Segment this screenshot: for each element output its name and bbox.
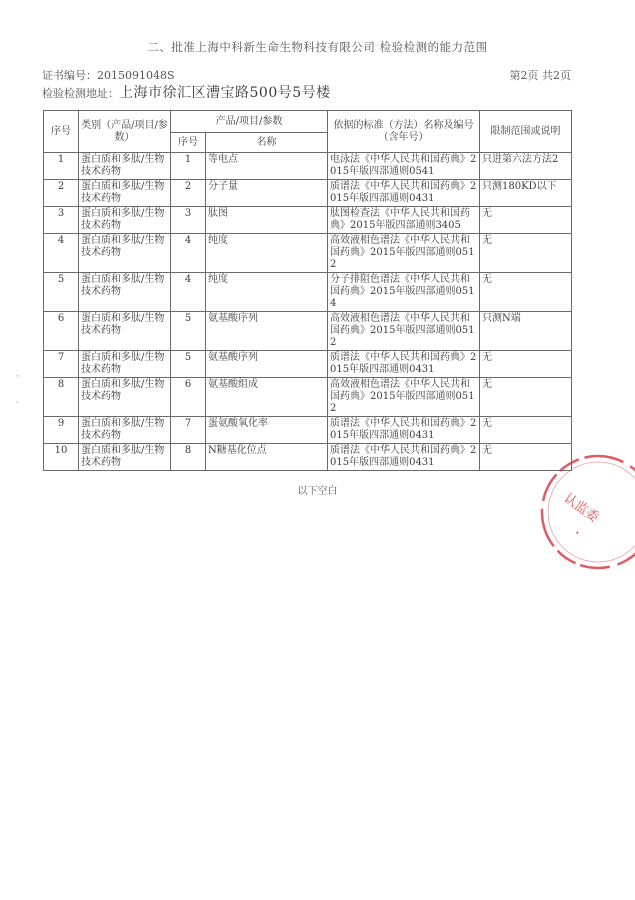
cell-standard: 高效液相色谱法《中华人民共和国药典》2015年版四部通则0512 <box>328 378 480 417</box>
cell-limit: 无 <box>480 351 572 378</box>
end-note: 以下空白 <box>297 486 338 497</box>
cell-category: 蛋白质和多肽/生物技术药物 <box>79 312 171 351</box>
cell-category: 蛋白质和多肽/生物技术药物 <box>79 234 171 273</box>
cell-limit: 只测N端 <box>480 312 572 351</box>
cell-standard: 肽图检查法《中华人民共和国药典》2015年版四部通则3405 <box>328 207 480 234</box>
document-title: 二、批准上海中科新生命生物科技有限公司 检验检测的能力范围 <box>147 40 488 54</box>
cell-limit: 无 <box>480 417 572 444</box>
cell-standard: 质谱法《中华人民共和国药典》2015年版四部通则0431 <box>328 444 480 471</box>
cell-category: 蛋白质和多肽/生物技术药物 <box>79 207 171 234</box>
cell-category: 蛋白质和多肽/生物技术药物 <box>79 273 171 312</box>
cell-index: 9 <box>44 417 79 444</box>
cell-name: 氨基酸序列 <box>206 312 328 351</box>
cell-limit: 无 <box>480 207 572 234</box>
cell-category: 蛋白质和多肽/生物技术药物 <box>79 378 171 417</box>
cell-category: 蛋白质和多肽/生物技术药物 <box>79 351 171 378</box>
cell-category: 蛋白质和多肽/生物技术药物 <box>79 444 171 471</box>
table-row <box>44 153 572 180</box>
cell-name: N糖基化位点 <box>206 444 328 471</box>
cell-sub-index: 3 <box>171 207 206 234</box>
inspection-address <box>42 82 331 102</box>
cell-standard: 高效液相色谱法《中华人民共和国药典》2015年版四部通则0512 <box>328 234 480 273</box>
header-sub-index: 序号 <box>171 133 206 153</box>
cell-category: 蛋白质和多肽/生物技术药物 <box>79 180 171 207</box>
certificate-number <box>42 67 175 83</box>
header-index: 序号 <box>44 111 79 153</box>
cell-sub-index: 5 <box>171 312 206 351</box>
cell-name: 蛋氨酸氧化率 <box>206 417 328 444</box>
cell-name: 氨基酸组成 <box>206 378 328 417</box>
capability-scope-table <box>43 110 572 471</box>
cell-standard: 质谱法《中华人民共和国药典》2015年版四部通则0431 <box>328 351 480 378</box>
table-row <box>44 180 572 207</box>
table-row <box>44 417 572 444</box>
address-label: 检验检测地址： <box>42 87 119 100</box>
cell-name: 分子量 <box>206 180 328 207</box>
table-row <box>44 312 572 351</box>
cell-index: 6 <box>44 312 79 351</box>
table-row <box>44 234 572 273</box>
stamp-mark: ・ <box>568 525 586 542</box>
cell-limit: 只测180KD以下 <box>480 180 572 207</box>
table-row <box>44 351 572 378</box>
cell-standard: 质谱法《中华人民共和国药典》2015年版四部通则0431 <box>328 417 480 444</box>
official-seal-stamp <box>533 450 635 580</box>
cell-name: 纯度 <box>206 273 328 312</box>
cell-sub-index: 1 <box>171 153 206 180</box>
cell-category: 蛋白质和多肽/生物技术药物 <box>79 417 171 444</box>
header-name: 名称 <box>206 133 328 153</box>
header-standard: 依据的标准（方法）名称及编号（含年号） <box>328 111 480 153</box>
cell-index: 5 <box>44 273 79 312</box>
cell-limit: 无 <box>480 378 572 417</box>
certificate-label: 证书编号： <box>42 69 97 82</box>
margin-mark: · <box>16 398 19 408</box>
cell-sub-index: 7 <box>171 417 206 444</box>
cell-sub-index: 6 <box>171 378 206 417</box>
cell-limit: 无 <box>480 444 572 471</box>
cell-sub-index: 8 <box>171 444 206 471</box>
cell-index: 3 <box>44 207 79 234</box>
table-row <box>44 444 572 471</box>
cell-name: 氨基酸序列 <box>206 351 328 378</box>
cell-limit: 无 <box>480 273 572 312</box>
table-row <box>44 207 572 234</box>
cell-standard: 分子排阻色谱法《中华人民共和国药典》2015年版四部通则0514 <box>328 273 480 312</box>
cell-standard: 电泳法《中华人民共和国药典》2015年版四部通则0541 <box>328 153 480 180</box>
table-row <box>44 273 572 312</box>
cell-standard: 高效液相色谱法《中华人民共和国药典》2015年版四部通则0512 <box>328 312 480 351</box>
cell-standard: 质谱法《中华人民共和国药典》2015年版四部通则0431 <box>328 180 480 207</box>
stamp-text: 认监委 <box>560 490 602 526</box>
cell-name: 肽图 <box>206 207 328 234</box>
cell-sub-index: 4 <box>171 273 206 312</box>
cell-sub-index: 4 <box>171 234 206 273</box>
cell-index: 10 <box>44 444 79 471</box>
cell-sub-index: 5 <box>171 351 206 378</box>
header-product-group: 产品/项目/参数 <box>171 111 328 133</box>
cell-index: 2 <box>44 180 79 207</box>
cell-sub-index: 2 <box>171 180 206 207</box>
cell-category: 蛋白质和多肽/生物技术药物 <box>79 153 171 180</box>
cell-index: 4 <box>44 234 79 273</box>
cell-index: 7 <box>44 351 79 378</box>
cell-name: 等电点 <box>206 153 328 180</box>
cell-name: 纯度 <box>206 234 328 273</box>
cell-limit: 只进第六法方法2 <box>480 153 572 180</box>
address-value: 上海市徐汇区漕宝路500号5号楼 <box>119 85 331 101</box>
certificate-value: 2015091048S <box>97 69 175 82</box>
margin-mark: · <box>16 372 19 382</box>
table-row <box>44 378 572 417</box>
cell-index: 8 <box>44 378 79 417</box>
cell-limit: 无 <box>480 234 572 273</box>
page-number: 第2页 共2页 <box>509 69 571 82</box>
header-limits: 限制范围或说明 <box>480 111 572 153</box>
table-header-row <box>44 111 572 133</box>
cell-index: 1 <box>44 153 79 180</box>
header-category: 类别（产品/项目/参数） <box>79 111 171 153</box>
table-body <box>44 153 572 471</box>
